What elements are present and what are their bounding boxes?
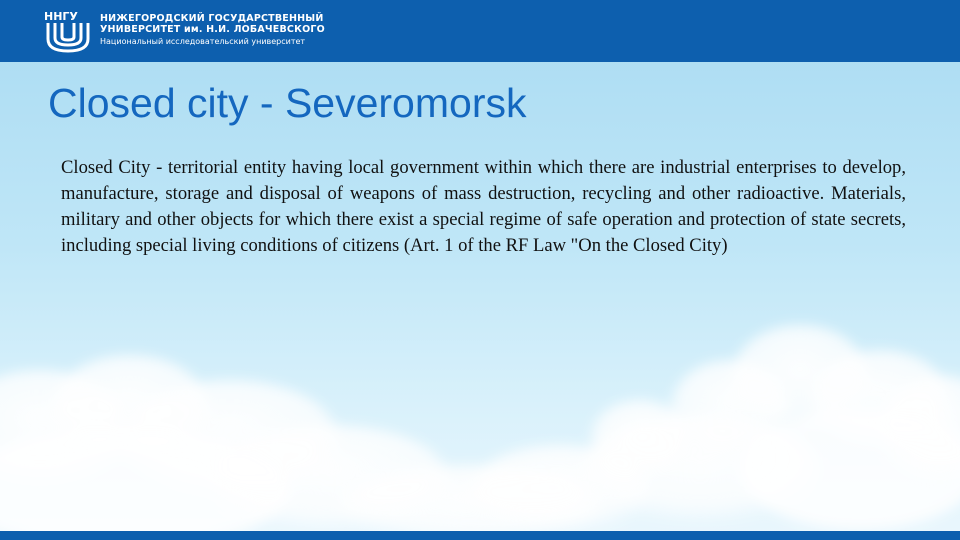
slide-body-text: Closed City - territorial entity having local government within which there are industrial enterprises to develop, manufacture, storage and disposal of weapons of mass destruction, recycling and other radioactive. Materials, military and other objects for which there exist a special regime of safe operation and protection of state secrets, including special living conditions of citizens (Art. 1 of the RF Law "On the Closed City): [61, 157, 906, 256]
header-bar: [0, 0, 960, 62]
footer-bar: [0, 531, 960, 540]
university-name-line1: НИЖЕГОРОДСКИЙ ГОСУДАРСТВЕННЫЙ: [100, 13, 324, 24]
university-subtitle: Национальный исследовательский университет: [100, 36, 306, 46]
logo-mark-letters: ННГУ: [44, 10, 78, 23]
university-name-line2: УНИВЕРСИТЕТ им. Н.И. ЛОБАЧЕВСКОГО: [100, 24, 325, 36]
slide-title: Closed city - Severomorsk: [48, 80, 527, 126]
university-name: [100, 14, 325, 47]
university-logo-mark: [42, 9, 94, 53]
